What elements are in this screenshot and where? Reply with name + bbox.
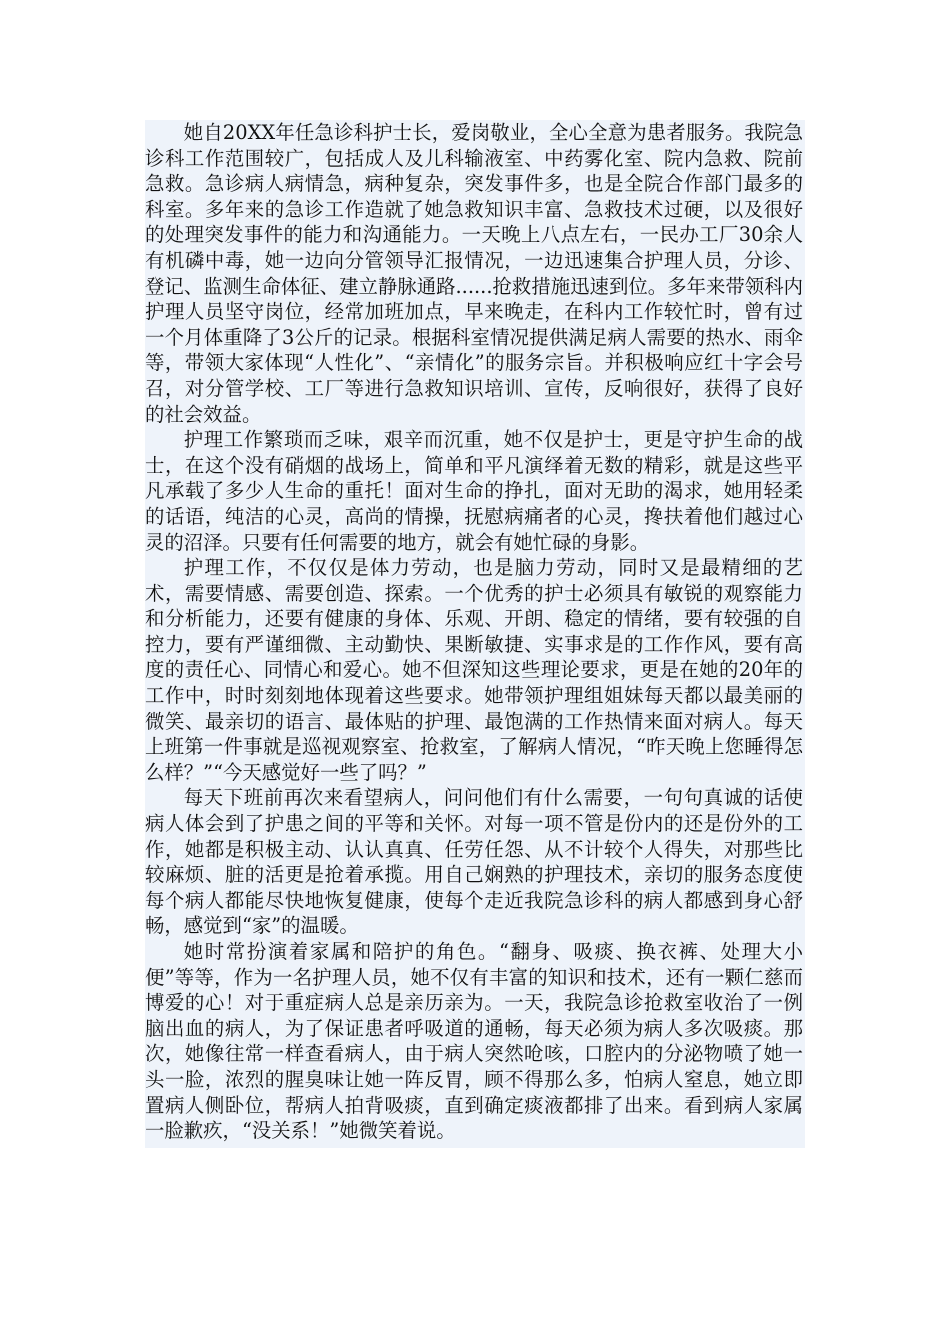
paragraph-1: 她自20XX年任急诊科护士长，爱岗敬业，全心全意为患者服务。我院急诊科工作范围较广，包括成人及儿科输液室、中药雾化室、院内急救、院前急救。急诊病人病情急，病种复杂，突发事件多，也是全院合作部门最多的科室。多年来的急诊工作造就了她急救知识丰富、急救技术过硬，以及很好的处理突发事件的能力和沟通能力。一天晚上八点左右，一民办工厂30余人有机磷中毒，她一边向分管领导汇报情况，一边迅速集合护理人员，分诊、登记、监测生命体征、建立静脉通路......抢救措施迅速到位。多年来带领科内护理人员坚守岗位，经常加班加点，早来晚走，在科内工作较忙时，曾有过一个月体重降了3公斤的记录。根据科室情况提供满足病人需要的热水、雨伞等，带领大家体现“人性化”、“亲情化”的服务宗旨。并积极响应红十字会号召，对分管学校、工厂等进行急救知识培训、宣传，反响很好，获得了良好的社会效益。 bbox=[145, 121, 803, 426]
paragraph-5: 她时常扮演着家属和陪护的角色。“翻身、吸痰、换衣裤、处理大小便”等等，作为一名护理人员，她不仅有丰富的知识和技术，还有一颗仁慈而博爱的心！对于重症病人总是亲历亲为。一天，我院急诊抢救室收治了一例脑出血的病人，为了保证患者呼吸道的通畅，每天必须为病人多次吸痰。那次，她像往常一样查看病人，由于病人突然呛咳，口腔内的分泌物喷了她一头一脸，浓烈的腥臭味让她一阵反胃，顾不得那么多，怕病人窒息，她立即置病人侧卧位，帮病人拍背吸痰，直到确定痰液都排了出来。看到病人家属一脸歉疚，“没关系！”她微笑着说。 bbox=[145, 940, 803, 1143]
paragraph-3: 护理工作，不仅仅是体力劳动，也是脑力劳动，同时又是最精细的艺术，需要情感、需要创造、探索。一个优秀的护士必须具有敏锐的观察能力和分析能力，还要有健康的身体、乐观、开朗、稳定的情绪，要有较强的自控力，要有严谨细微、主动勤快、果断敏捷、实事求是的工作作风，要有高度的责任心、同情心和爱心。她不但深知这些理论要求，更是在她的20年的工作中，时时刻刻地体现着这些要求。她带领护理组姐妹每天都以最美丽的微笑、最亲切的语言、最体贴的护理、最饱满的工作热情来面对病人。每天上班第一件事就是巡视观察室、抢救室，了解病人情况，“昨天晚上您睡得怎么样？”“今天感觉好一些了吗？” bbox=[145, 556, 803, 784]
document-body bbox=[145, 120, 805, 1148]
paragraph-2: 护理工作繁琐而乏味，艰辛而沉重，她不仅是护士，更是守护生命的战士，在这个没有硝烟的战场上，简单和平凡演绎着无数的精彩，就是这些平凡承载了多少人生命的重托！面对生命的挣扎，面对无助的渴求，她用轻柔的话语，纯洁的心灵，高尚的情操，抚慰病痛者的心灵，搀扶着他们越过心灵的沼泽。只要有任何需要的地方，就会有她忙碌的身影。 bbox=[145, 428, 803, 554]
paragraph-4: 每天下班前再次来看望病人，问问他们有什么需要，一句句真诚的话使病人体会到了护患之间的平等和关怀。对每一项不管是份内的还是份外的工作，她都是积极主动、认认真真、任劳任怨、从不计较个人得失，对那些比较麻烦、脏的活更是抢着承揽。用自己娴熟的护理技术，亲切的服务态度使每个病人都能尽快地恢复健康，使每个走近我院急诊科的病人都感到身心舒畅，感觉到“家”的温暖。 bbox=[145, 786, 803, 938]
